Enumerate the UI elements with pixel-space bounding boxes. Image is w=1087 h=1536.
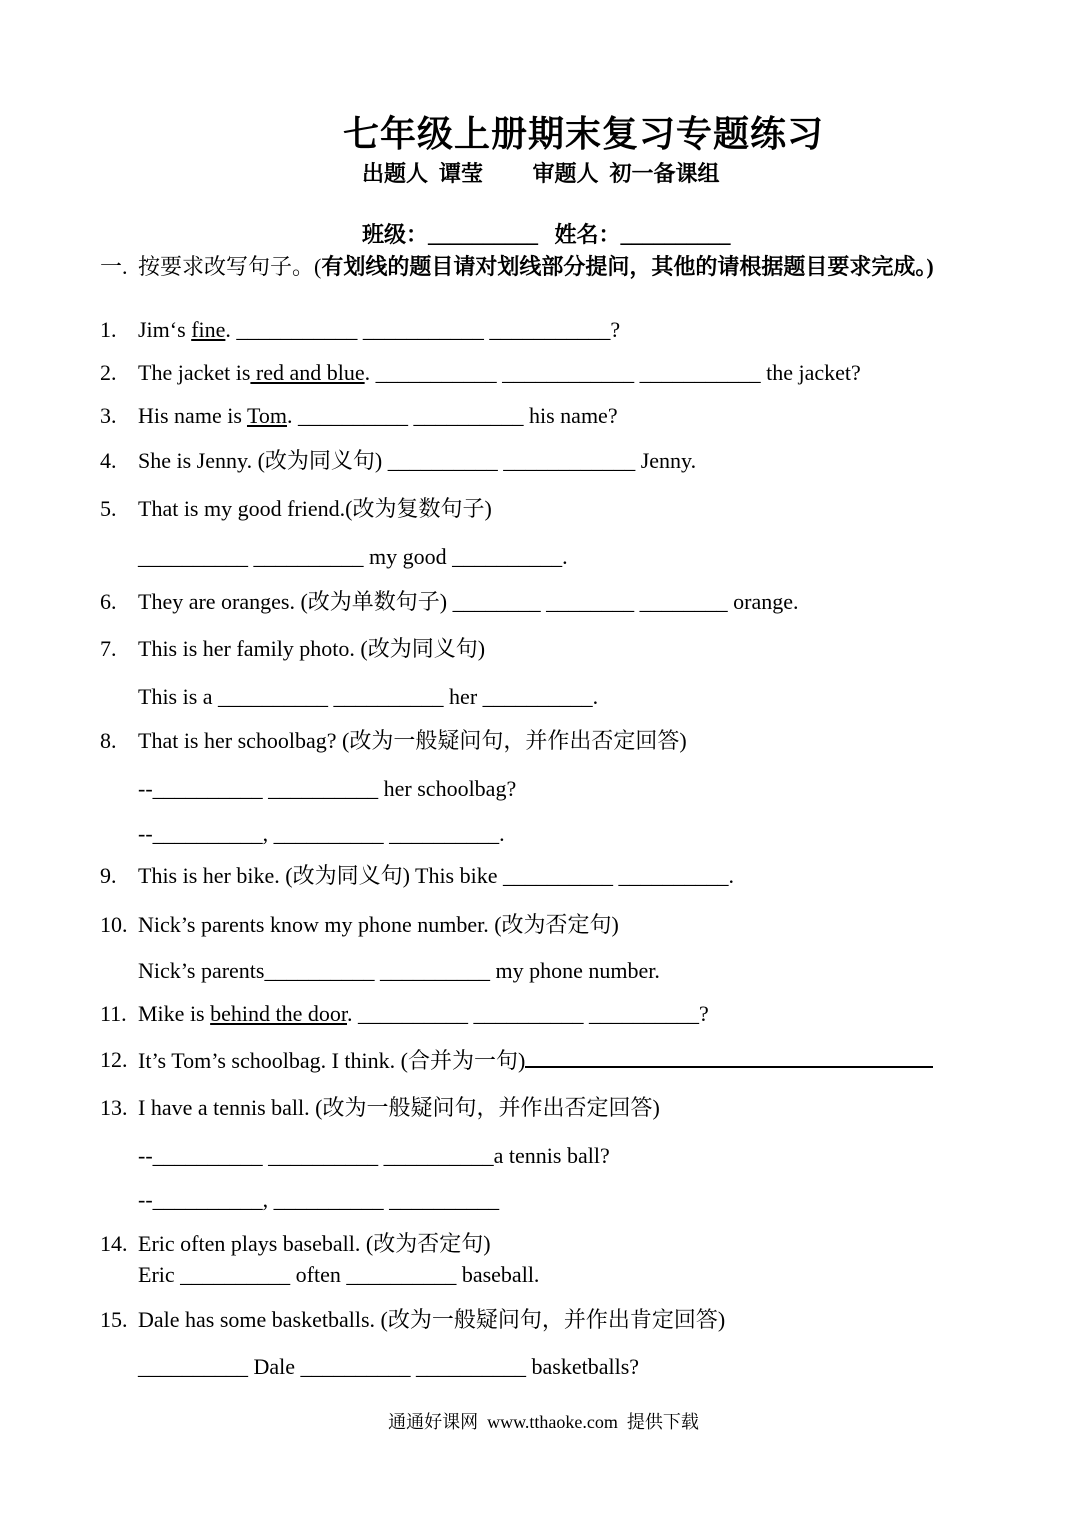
question-10: Nick’s parents know my phone number. (改为否定句) [138, 912, 619, 937]
answer-line: __________ __________ my good __________. [138, 544, 568, 569]
question-text: The jacket is [138, 360, 251, 385]
instruction-bold: 有划线的题目请对划线部分提问，其他的请根据题目要求完成。) [321, 254, 934, 279]
question-5: That is my good friend.(改为复数句子) [138, 496, 492, 521]
question-number: 7. [100, 636, 117, 661]
answer-underline [525, 1046, 933, 1068]
authors-line: 出题人 谭莹 审题人 初一备课组 [362, 161, 720, 186]
section-number: 一. [100, 254, 128, 279]
underlined-part: behind the door [210, 1001, 347, 1026]
instruction-plain: 按要求改写句子。( [138, 254, 322, 279]
answer-blanks: . __________ __________ his name? [287, 403, 618, 428]
answer-blanks: . __________ __________ __________? [347, 1001, 709, 1026]
question-7: This is her family photo. (改为同义句) [138, 636, 486, 661]
question-number: 11. [100, 1001, 127, 1026]
answer-line: __________ Dale __________ __________ basketballs? [138, 1354, 640, 1379]
answer-line: --__________, __________ __________. [138, 821, 505, 846]
underlined-part: red and blue [250, 360, 365, 385]
answer-line: This is a __________ __________ her __________. [138, 684, 599, 709]
question-number: 2. [100, 360, 117, 385]
question-text: It’s Tom’s schoolbag. I think. (合并为一句) [138, 1048, 526, 1073]
question-2 [138, 359, 861, 387]
question-number: 15. [100, 1307, 128, 1332]
question-text: His name is [138, 403, 247, 428]
question-number: 8. [100, 728, 117, 753]
answer-line: Eric __________ often __________ baseball. [138, 1262, 540, 1287]
underlined-part: Tom [246, 403, 287, 428]
question-text: Mike is [138, 1001, 211, 1026]
question-number: 14. [100, 1231, 128, 1256]
page-title: 七年级上册期末复习专题练习 [342, 114, 824, 154]
question-text: Jim‘s [138, 317, 192, 342]
question-8: That is her schoolbag? (改为一般疑问句，并作出否定回答) [138, 728, 687, 753]
question-4: She is Jenny. (改为同义句) __________ ____________ Jenny. [138, 448, 697, 473]
footer-credit: 通通好课网 www.tthaoke.com 提供下载 [388, 1412, 699, 1432]
underlined-part: fine [191, 317, 226, 342]
question-15: Dale has some basketballs. (改为一般疑问句，并作出肯定回答) [138, 1307, 726, 1332]
question-number: 3. [100, 403, 117, 428]
answer-line: --__________ __________ her schoolbag? [138, 776, 517, 801]
answer-line: --__________, __________ __________ [138, 1187, 500, 1212]
question-9: This is her bike. (改为同义句) This bike __________ __________. [138, 863, 734, 888]
question-number: 1. [100, 317, 117, 342]
question-6: They are oranges. (改为单数句子) ________ ________ ________ orange. [138, 589, 799, 614]
answer-line: Nick’s parents__________ __________ my phone number. [138, 958, 660, 983]
question-1 [138, 316, 620, 344]
question-14: Eric often plays baseball. (改为否定句) [138, 1231, 491, 1256]
question-number: 5. [100, 496, 117, 521]
question-number: 4. [100, 448, 117, 473]
question-number: 6. [100, 589, 117, 614]
question-12 [138, 1046, 933, 1075]
answer-blanks: . ___________ ____________ ___________ the jacket? [364, 360, 861, 385]
question-11 [138, 1000, 709, 1028]
class-name-line: 班级：__________ 姓名：__________ [362, 222, 731, 247]
question-number: 10. [100, 912, 128, 937]
section-instruction [138, 251, 998, 283]
question-3 [138, 402, 618, 430]
question-13: I have a tennis ball. (改为一般疑问句，并作出否定回答) [138, 1095, 660, 1120]
question-number: 12. [100, 1047, 128, 1072]
answer-line: --__________ __________ __________a tennis ball? [138, 1143, 610, 1168]
question-number: 9. [100, 863, 117, 888]
question-number: 13. [100, 1095, 128, 1120]
answer-blanks: . ___________ ___________ ___________? [225, 317, 621, 342]
